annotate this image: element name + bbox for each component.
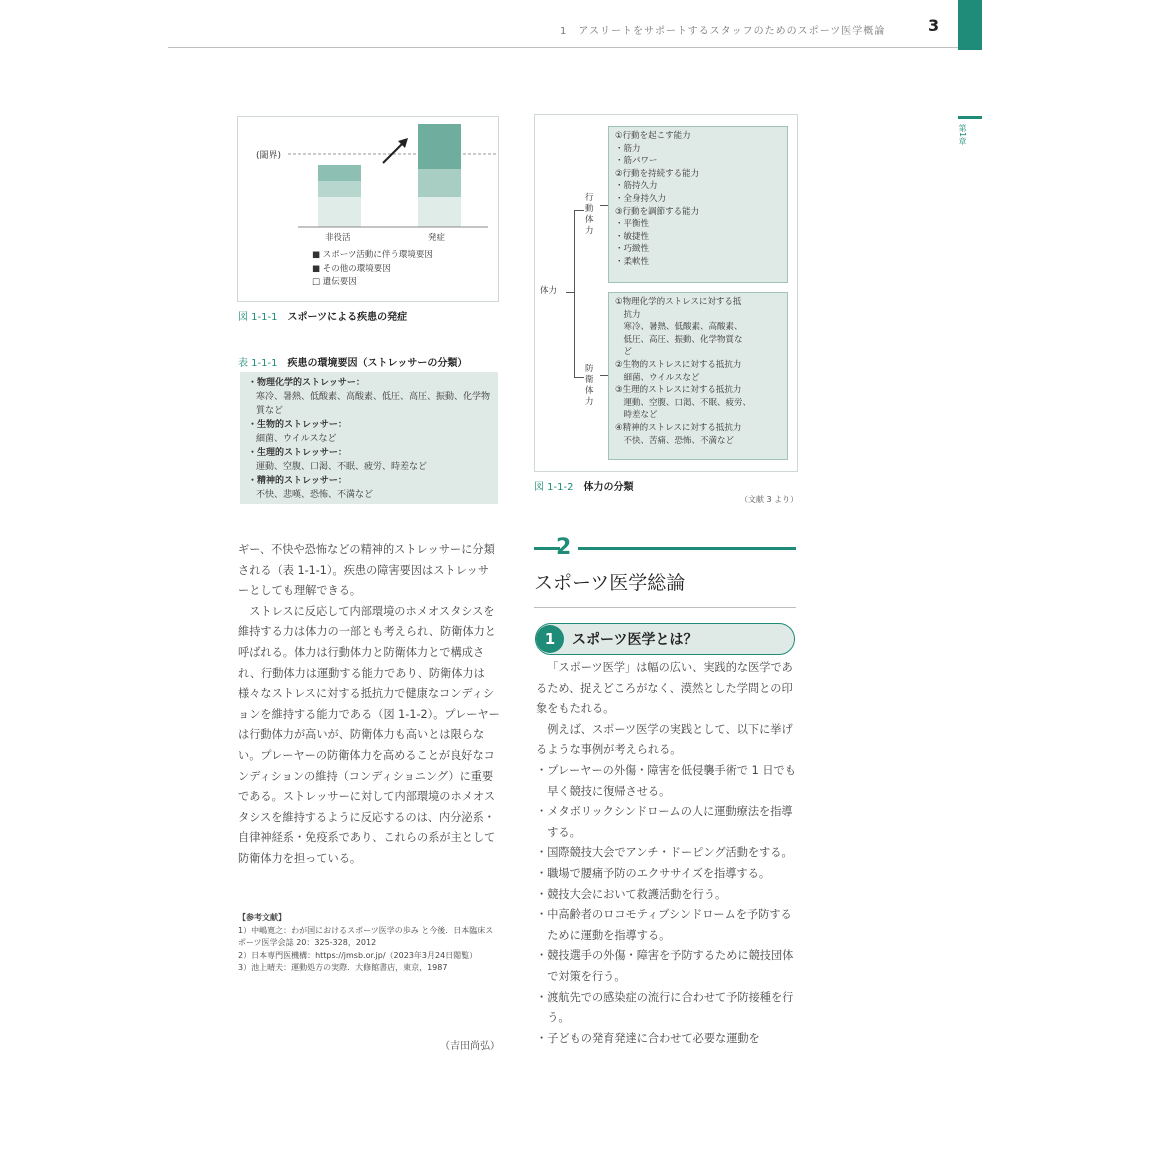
tree-line: [574, 210, 584, 211]
box-line: ①行動を起こす能力: [615, 131, 691, 141]
figure-disease-onset: [237, 116, 499, 302]
caption-number: 図 1-1-1: [238, 312, 278, 323]
box-line: ・柔軟性: [615, 256, 650, 267]
reference-item: 3）池上晴夫：運動処方の実際．大修館書店，東京，1987: [238, 963, 448, 972]
running-header: 1 アスリートをサポートするスタッフのためのスポーツ医学概論: [560, 26, 886, 37]
box-line: 寒冷、暑熱、低酸素、高酸素、: [615, 322, 743, 333]
box-line: 運動、空腹、口渇、不眠、疲労、: [615, 397, 752, 408]
box-line: ②生物的ストレスに対する抵抗力: [615, 359, 742, 370]
list-item: ・メタボリックシンドロームの人に運動療法を指導する。: [536, 805, 793, 839]
subsection-number-badge: 1: [536, 625, 564, 653]
table-row-head: ・生物的ストレッサー：: [248, 420, 347, 430]
box-line: ・筋持久力: [615, 181, 658, 192]
caption-text: スポーツによる疾患の発症: [287, 312, 408, 323]
table-row-body: 不快、悲嘆、恐怖、不満など: [256, 490, 374, 500]
tree-line: [566, 292, 574, 293]
box-line: ・平衡性: [615, 219, 650, 230]
list-item: ・子どもの発育発達に合わせて必要な運動を: [536, 1031, 760, 1045]
caption-number: 図 1-1-2: [534, 482, 574, 493]
figure-source: （文献 3 より）: [740, 495, 799, 504]
box-line: ・巧緻性: [615, 244, 650, 255]
list-item: ・中高齢者のロコモティブシンドロームを予防するために運動を指導する。: [536, 908, 792, 942]
tree-branch-defense: 防衛 体力: [585, 364, 594, 407]
section-divider: [534, 607, 796, 608]
list-item: ・プレーヤーの外傷・障害を低侵襲手術で 1 日でも早く競技に復帰させる。: [536, 763, 796, 798]
action-fitness-box: [608, 126, 788, 283]
right-bar-other-env: [418, 169, 461, 197]
chapter-tab-bar: [958, 0, 982, 50]
header-rule: [168, 47, 958, 48]
side-chapter-tab: 第1章: [958, 124, 967, 146]
left-bar-sport-env: [318, 165, 361, 181]
legend-item: □ 遺伝要因: [312, 277, 357, 287]
caption-text: 体力の分類: [583, 482, 634, 493]
left-body-text: [238, 540, 500, 870]
legend-item: ■ その他の環境要因: [312, 263, 391, 274]
box-line: ど: [615, 347, 633, 358]
subsection-title: スポーツ医学とは？: [572, 632, 698, 648]
paragraph: 例えば、スポーツ医学の実践として、以下に挙げるような事例が考えられる。: [536, 722, 793, 757]
section-title: スポーツ医学総論: [534, 572, 686, 594]
references-heading: 【参考文献】: [238, 913, 286, 922]
right-bar-genetic: [418, 197, 461, 227]
reference-item: 1）中嶋寛之：わが国におけるスポーツ医学の歩み と今後．日本臨床スポーツ医学会誌 20：325-328，2012: [238, 925, 494, 947]
list-item: ・競技選手の外傷・障害を予防するために競技団体で対策を行う。: [536, 949, 794, 983]
right-body-text: [536, 658, 798, 1049]
box-line: ②行動を持続する能力: [615, 168, 700, 179]
box-line: ①物理化学的ストレスに対する抵: [615, 297, 742, 307]
author-credit: （吉田尚弘）: [440, 1041, 500, 1052]
left-bar-other-env: [318, 181, 361, 197]
paragraph: ストレスに反応して内部環境のホメオスタシスを維持する力は体力の一部とも考えられ、防衛体力と呼ばれる。体力は行動体力と防衛体力とで構成され、行動体力は運動する能力であり、防衛体力は様々なストレスに対する抵抗力で健康なコンディションを維持する能力である（図 1-1-2）。プレーヤーは行動体力が高いが、防衛体力も高いとは限らない。プレーヤーの防衛体力を高めることが良好なコンディションの維持（コンディショニング）に重要である。ストレッサーに対して内部環境のホメオスタシスを維持するように反応するのは、内分泌系・自律神経系・免疫系であり、これらの系が主として防衛体力を担っている。: [238, 604, 500, 865]
caption-text: 疾患の環境要因（ストレッサーの分類）: [287, 358, 468, 369]
figure-1-1-1-caption: [238, 308, 407, 323]
table-row-head: ・物理化学的ストレッサー：: [248, 378, 365, 388]
threshold-label: (閾界): [256, 151, 282, 161]
tree-branch-action: 行動 体力: [585, 193, 594, 236]
tree-root-label: 体力: [540, 286, 558, 296]
table-row-body: 寒冷、暑熱、低酸素、高酸素、低圧、高圧、振動、化学物質など: [256, 392, 491, 416]
references: [238, 912, 500, 975]
box-line: ③行動を調節する能力: [615, 206, 700, 217]
table-row-body: 細菌、ウイルスなど: [256, 434, 337, 444]
defense-fitness-box: [608, 292, 788, 460]
figure-1-1-2-caption: [534, 478, 633, 493]
tree-line: [600, 205, 608, 206]
arrow-icon: [383, 142, 404, 163]
side-tab-line: [958, 116, 982, 119]
paragraph: 「スポーツ医学」は幅の広い、実践的な医学であるため、捉えどころがなく、漠然とした学問との印象をもたれる。: [536, 661, 793, 716]
legend-item: ■ スポーツ活動に伴う環境要因: [312, 250, 433, 260]
box-line: 不快、苦痛、恐怖、不満など: [615, 435, 735, 446]
right-bar-label: 発症: [428, 233, 446, 243]
table-1-1-1-caption: [238, 354, 467, 369]
list-item: ・競技大会において救護活動を行う。: [536, 887, 727, 901]
left-bar-genetic: [318, 197, 361, 227]
table-row-head: ・精神的ストレッサー：: [248, 476, 347, 486]
box-line: ・敏捷性: [615, 231, 650, 242]
tree-line: [574, 210, 575, 377]
box-line: ・筋パワー: [615, 156, 658, 167]
stressor-table: [240, 372, 498, 504]
box-line: ③生理的ストレスに対する抵抗力: [615, 385, 742, 396]
left-bar-label: 非役活: [325, 233, 351, 243]
reference-item: 2）日本専門医機構：https://jmsb.or.jp/（2023年3月24日閲覧）: [238, 950, 478, 960]
box-line: 抗力: [615, 309, 641, 320]
right-bar-sport-env: [418, 124, 461, 169]
tree-line: [600, 375, 608, 376]
box-line: ・筋力: [615, 143, 641, 154]
list-item: ・職場で腰痛予防のエクササイズを指導する。: [536, 866, 771, 880]
box-line: 低圧、高圧、振動、化学物質な: [615, 334, 743, 345]
list-item: ・渡航先での感染症の流行に合わせて予防接種を行う。: [536, 990, 794, 1025]
section-number: 2: [556, 535, 572, 560]
section-rule-right: [578, 547, 796, 550]
table-row-body: 運動、空腹、口渇、不眠、疲労、時差など: [256, 462, 428, 472]
paragraph: ギー、不快や恐怖などの精神的ストレッサーに分類される（表 1-1-1）。疾患の障害要因はストレッサーとしても理解できる。: [238, 543, 495, 598]
figure-legend: [312, 249, 433, 290]
caption-number: 表 1-1-1: [238, 358, 278, 369]
tree-line: [574, 377, 584, 378]
box-line: ④精神的ストレスに対する抵抗力: [615, 422, 742, 433]
box-line: 細菌、ウイルスなど: [615, 372, 700, 383]
table-row-head: ・生理的ストレッサー：: [248, 448, 347, 458]
box-line: 時差など: [615, 410, 658, 421]
page-number: 3: [928, 16, 940, 35]
box-line: ・全身持久力: [615, 193, 667, 204]
list-item: ・国際競技大会でアンチ・ドーピング活動をする。: [536, 846, 793, 860]
